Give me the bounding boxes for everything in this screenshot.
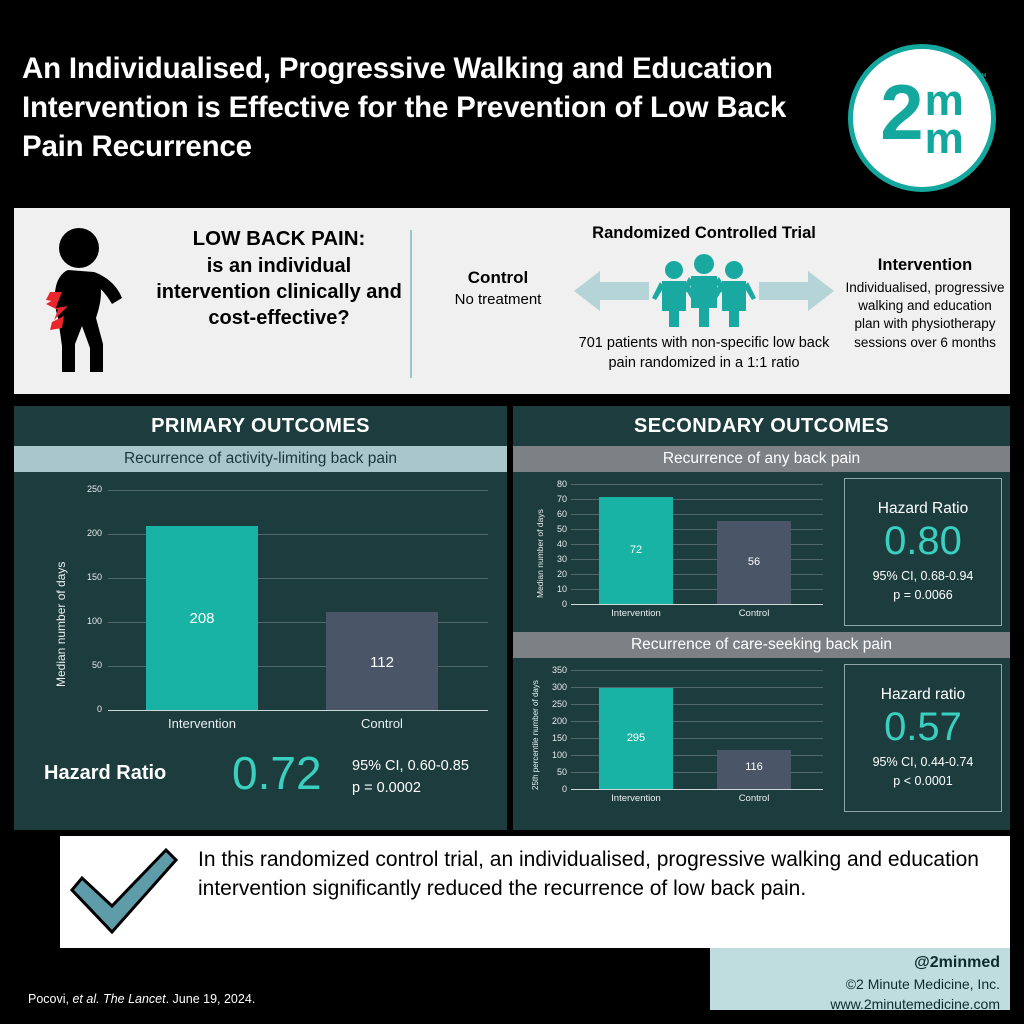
intervention-arm-detail: Individualised, progressive walking and education plan with physiotherapy sessions over 6 months [845, 280, 1005, 350]
vertical-divider [410, 230, 412, 378]
citation-author: Pocovi, [28, 992, 69, 1006]
secondary-bar-chart-any-pain [513, 472, 840, 632]
secondary-outcomes-panel [513, 406, 1010, 830]
logo-digit: 2 [880, 67, 924, 156]
intervention-arm [844, 256, 1006, 352]
primary-pvalue: p = 0.0002 [352, 779, 421, 796]
citation-source: et al. The Lancet [72, 992, 166, 1006]
primary-hazard-label: Hazard Ratio [44, 762, 167, 784]
y-tick-label: 60 [556, 509, 567, 519]
primary-bar-chart [18, 472, 503, 742]
y-tick-label: 150 [551, 733, 567, 743]
y-tick-label: 100 [86, 616, 102, 626]
primary-hazard-value: 0.72 [232, 747, 322, 799]
y-tick-label: 150 [86, 572, 102, 582]
hazard-ci: 95% CI, 0.44-0.74 [872, 755, 974, 770]
logo-mm [924, 75, 964, 163]
primary-outcomes-panel [14, 406, 507, 830]
hazard-ci: 95% CI, 0.68-0.94 [872, 569, 974, 584]
citation [28, 992, 255, 1006]
logo-text [880, 67, 964, 163]
hazard-pvalue: p < 0.0001 [893, 773, 953, 788]
x-tick-label-control: Control [738, 608, 770, 619]
randomization-arrows-icon [574, 254, 834, 328]
bar-value-intervention: 295 [626, 732, 646, 744]
primary-outcome-subtitle: Recurrence of activity-limiting back pain [14, 446, 507, 472]
bar-value-intervention: 72 [629, 544, 643, 556]
conclusion-box [60, 836, 1010, 948]
y-tick-label: 200 [551, 716, 567, 726]
y-tick-label: 10 [556, 584, 567, 594]
header-bar [14, 36, 1010, 201]
trial-type-label: Randomized Controlled Trial [592, 224, 816, 242]
hazard-label: Hazard ratio [880, 686, 966, 704]
x-axis [571, 789, 823, 790]
y-tick-label: 200 [86, 528, 102, 538]
footer-brand [710, 948, 1010, 1010]
x-tick-label-control: Control [361, 716, 403, 731]
bar-value-control: 116 [745, 761, 763, 773]
secondary-outcome-subtitle-2: Recurrence of care-seeking back pain [513, 632, 1010, 658]
secondary-bar-chart-care-seeking [513, 658, 840, 818]
hazard-value: 0.57 [884, 705, 962, 750]
y-tick-label: 50 [91, 660, 102, 670]
y-tick-label: 300 [551, 682, 567, 692]
hazard-value: 0.80 [884, 519, 962, 564]
hazard-pvalue: p = 0.0066 [893, 587, 953, 602]
research-question-title: LOW BACK PAIN: [192, 227, 366, 250]
y-tick-label: 250 [86, 484, 102, 494]
citation-date: . June 19, 2024. [165, 992, 256, 1006]
trial-population: 701 patients with non-specific low back pain randomized in a 1:1 ratio [578, 335, 830, 371]
gridline [571, 670, 823, 671]
y-tick-label: 20 [556, 569, 567, 579]
secondary-outcomes-title: SECONDARY OUTCOMES [633, 414, 889, 437]
y-tick-label: 80 [556, 479, 567, 489]
x-tick-label-intervention: Intervention [611, 793, 661, 804]
x-tick-label-intervention: Intervention [168, 716, 236, 731]
secondary-outcome-subtitle-1: Recurrence of any back pain [513, 446, 1010, 472]
x-tick-label-control: Control [738, 793, 770, 804]
y-axis-title: Median number of days [54, 561, 68, 687]
copyright: ©2 Minute Medicine, Inc. [845, 975, 1000, 992]
secondary-hazard-card-care-seeking [844, 664, 1002, 812]
checkmark-icon [68, 846, 178, 936]
y-tick-label: 40 [556, 539, 567, 549]
secondary-block-any-pain [513, 472, 1010, 632]
y-tick-label: 50 [556, 524, 567, 534]
primary-ci: 95% CI, 0.60-0.85 [352, 758, 469, 774]
y-tick-label: 0 [96, 704, 102, 714]
secondary-hazard-card-any-pain [844, 478, 1002, 626]
y-tick-label: 350 [551, 665, 567, 675]
research-question-body: is an individual intervention clinically and cost-effective? [156, 254, 402, 329]
y-axis-title: 25th percentile number of days [531, 680, 540, 790]
logo-circle [848, 44, 996, 192]
primary-hazard-ratio [14, 742, 507, 826]
y-tick-label: 50 [556, 767, 567, 777]
primary-outcomes-title: PRIMARY OUTCOMES [151, 414, 370, 437]
trademark-icon: ™ [977, 72, 987, 83]
bar-value-control: 112 [370, 654, 394, 671]
x-axis [571, 604, 823, 605]
page-title: An Individualised, Progressive Walking and Education Intervention is Effective for the Prevention of Low Back Pain Recurrence [22, 52, 787, 163]
social-handle[interactable]: @2minmed [914, 954, 1000, 971]
x-axis [108, 710, 488, 711]
y-tick-label: 250 [551, 699, 567, 709]
control-arm-title: Control [467, 268, 529, 287]
control-arm [428, 268, 568, 308]
gridline [571, 484, 823, 485]
conclusion-text: In this randomized control trial, an individualised, progressive walking and education intervention significantly reduced the recurrence of low back pain. [198, 848, 979, 900]
hazard-label: Hazard Ratio [877, 500, 969, 518]
logo-m-second: m [924, 113, 964, 163]
bar-value-intervention: 208 [189, 610, 215, 627]
logo [848, 44, 996, 192]
primary-hazard-stats [352, 756, 469, 800]
research-question [154, 226, 404, 331]
y-tick-label: 0 [561, 599, 567, 609]
y-tick-label: 30 [556, 554, 567, 564]
x-tick-label-intervention: Intervention [611, 608, 661, 619]
y-tick-label: 70 [556, 494, 567, 504]
study-overview-band [14, 208, 1010, 394]
website-url[interactable]: www.2minutemedicine.com [830, 995, 1000, 1012]
y-tick-label: 0 [561, 784, 567, 794]
gridline [108, 490, 488, 491]
y-tick-label: 100 [551, 750, 567, 760]
logo-m-first: m [924, 75, 964, 125]
back-pain-person-icon [32, 226, 142, 376]
y-axis-title: Median number of days [535, 509, 545, 598]
control-arm-detail: No treatment [454, 291, 542, 308]
intervention-arm-title: Intervention [877, 256, 973, 274]
bar-value-control: 56 [747, 556, 761, 568]
secondary-block-care-seeking [513, 658, 1010, 818]
